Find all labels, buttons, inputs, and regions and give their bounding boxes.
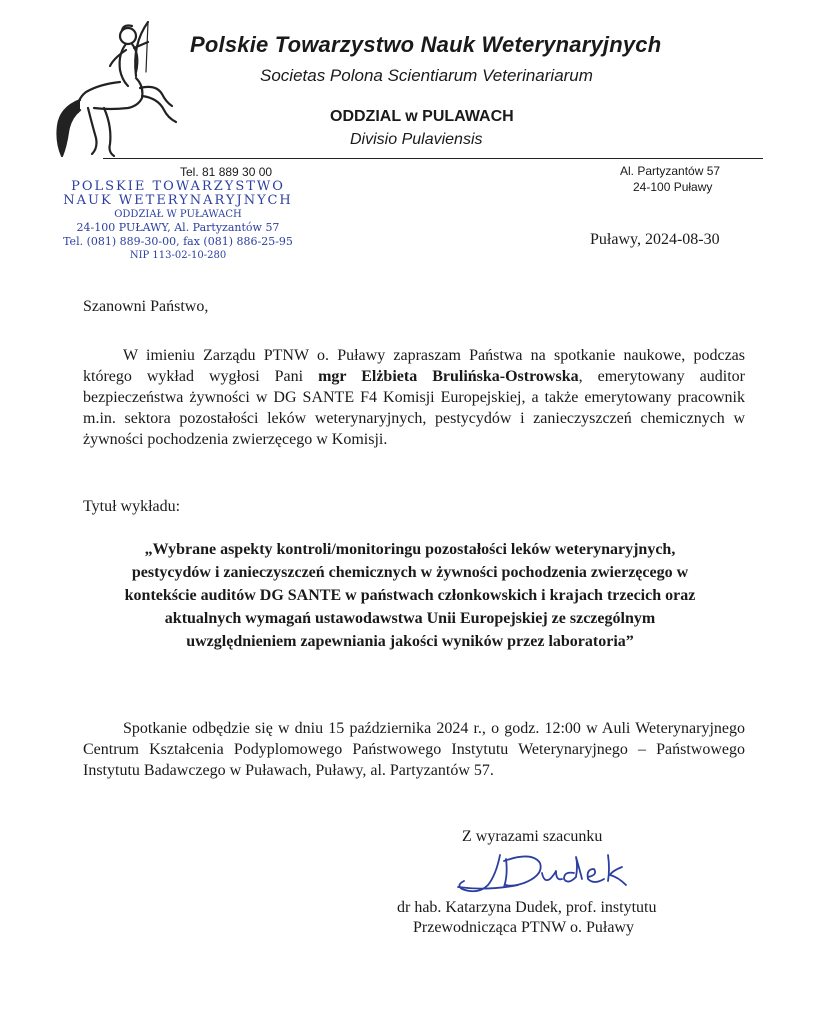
organization-stamp bbox=[53, 180, 303, 262]
speaker-name: mgr Elżbieta Brulińska-Ostrowska bbox=[318, 368, 579, 385]
stamp-line: POLSKIE TOWARZYSTWO bbox=[71, 179, 285, 194]
stamp-line: NAUK WETERYNARYJNYCH bbox=[63, 193, 293, 208]
signer-role: Przewodnicząca PTNW o. Puławy bbox=[413, 919, 634, 936]
letterhead-address-city: 24-100 Puławy bbox=[633, 180, 713, 194]
salutation: Szanowni Państwo, bbox=[83, 298, 209, 315]
meeting-details-paragraph: Spotkanie odbędzie się w dniu 15 października 2024 r., o godz. 12:00 w Auli Weterynaryjnego Centrum Kształcenia Podyplomowego Państwowego Instytutu Weterynaryjnego – Państwowego Instytutu Badawczego w Puławach, Puławy, al. Partyzantów 57. bbox=[83, 720, 745, 779]
letterhead-divider bbox=[103, 158, 763, 159]
letterhead-address-street: Al. Partyzantów 57 bbox=[620, 164, 721, 178]
letterhead-phone: Tel. 81 889 30 00 bbox=[180, 165, 273, 179]
stamp-line: Tel. (081) 889-30-00, fax (081) 886-25-95 bbox=[63, 235, 293, 248]
lecture-label: Tytuł wykładu: bbox=[83, 498, 181, 515]
letter-date: Puławy, 2024-08-30 bbox=[590, 231, 720, 248]
handwritten-signature-icon bbox=[448, 845, 663, 905]
branch-name: ODDZIAL w PULAWACH bbox=[330, 108, 514, 125]
closing-phrase: Z wyrazami szacunku bbox=[462, 828, 603, 845]
branch-latin-name: Divisio Pulaviensis bbox=[350, 131, 483, 148]
stamp-line: ODDZIAŁ W PUŁAWACH bbox=[114, 209, 242, 220]
stamp-line: 24-100 PUŁAWY, Al. Partyzantów 57 bbox=[76, 221, 280, 234]
invitation-text: W imieniu Zarządu PTNW o. Puławy zapraszam Państwa na spotkanie naukowe, podczas którego wykład wygłosi Pani bbox=[83, 347, 745, 385]
signer-name: dr hab. Katarzyna Dudek, prof. instytutu bbox=[397, 899, 657, 916]
centaur-logo-icon bbox=[40, 14, 185, 164]
stamp-line: NIP 113-02-10-280 bbox=[129, 250, 227, 261]
organization-name: Polskie Towarzystwo Nauk Weterynaryjnych bbox=[190, 32, 662, 57]
speaker-description: , emerytowany auditor bezpieczeństwa żywności w DG SANTE F4 Komisji Europejskiej, a także emerytowany pracownik m.in. sektora pozostałości leków weterynaryjnych, pestycydów i zanieczyszczeń chemicznych w żywności pochodzenia zwierzęcego w Komisji. bbox=[83, 368, 745, 448]
invitation-paragraph bbox=[83, 345, 745, 450]
lecture-title: „Wybrane aspekty kontroli/monitoringu pozostałości leków weterynaryjnych, pestycydów i zanieczyszczeń chemicznych w żywności pochodzenia zwierzęcego w kontekście auditów DG SANTE w państwach członkowskich i krajach trzecich oraz aktualnych wymagań ustawodawstwa Unii Europejskiej ze szczególnym uwzględnieniem zapewniania jakości wyników przez laboratoria” bbox=[124, 541, 696, 650]
organization-latin-name: Societas Polona Scientiarum Veterinariarum bbox=[260, 66, 593, 85]
